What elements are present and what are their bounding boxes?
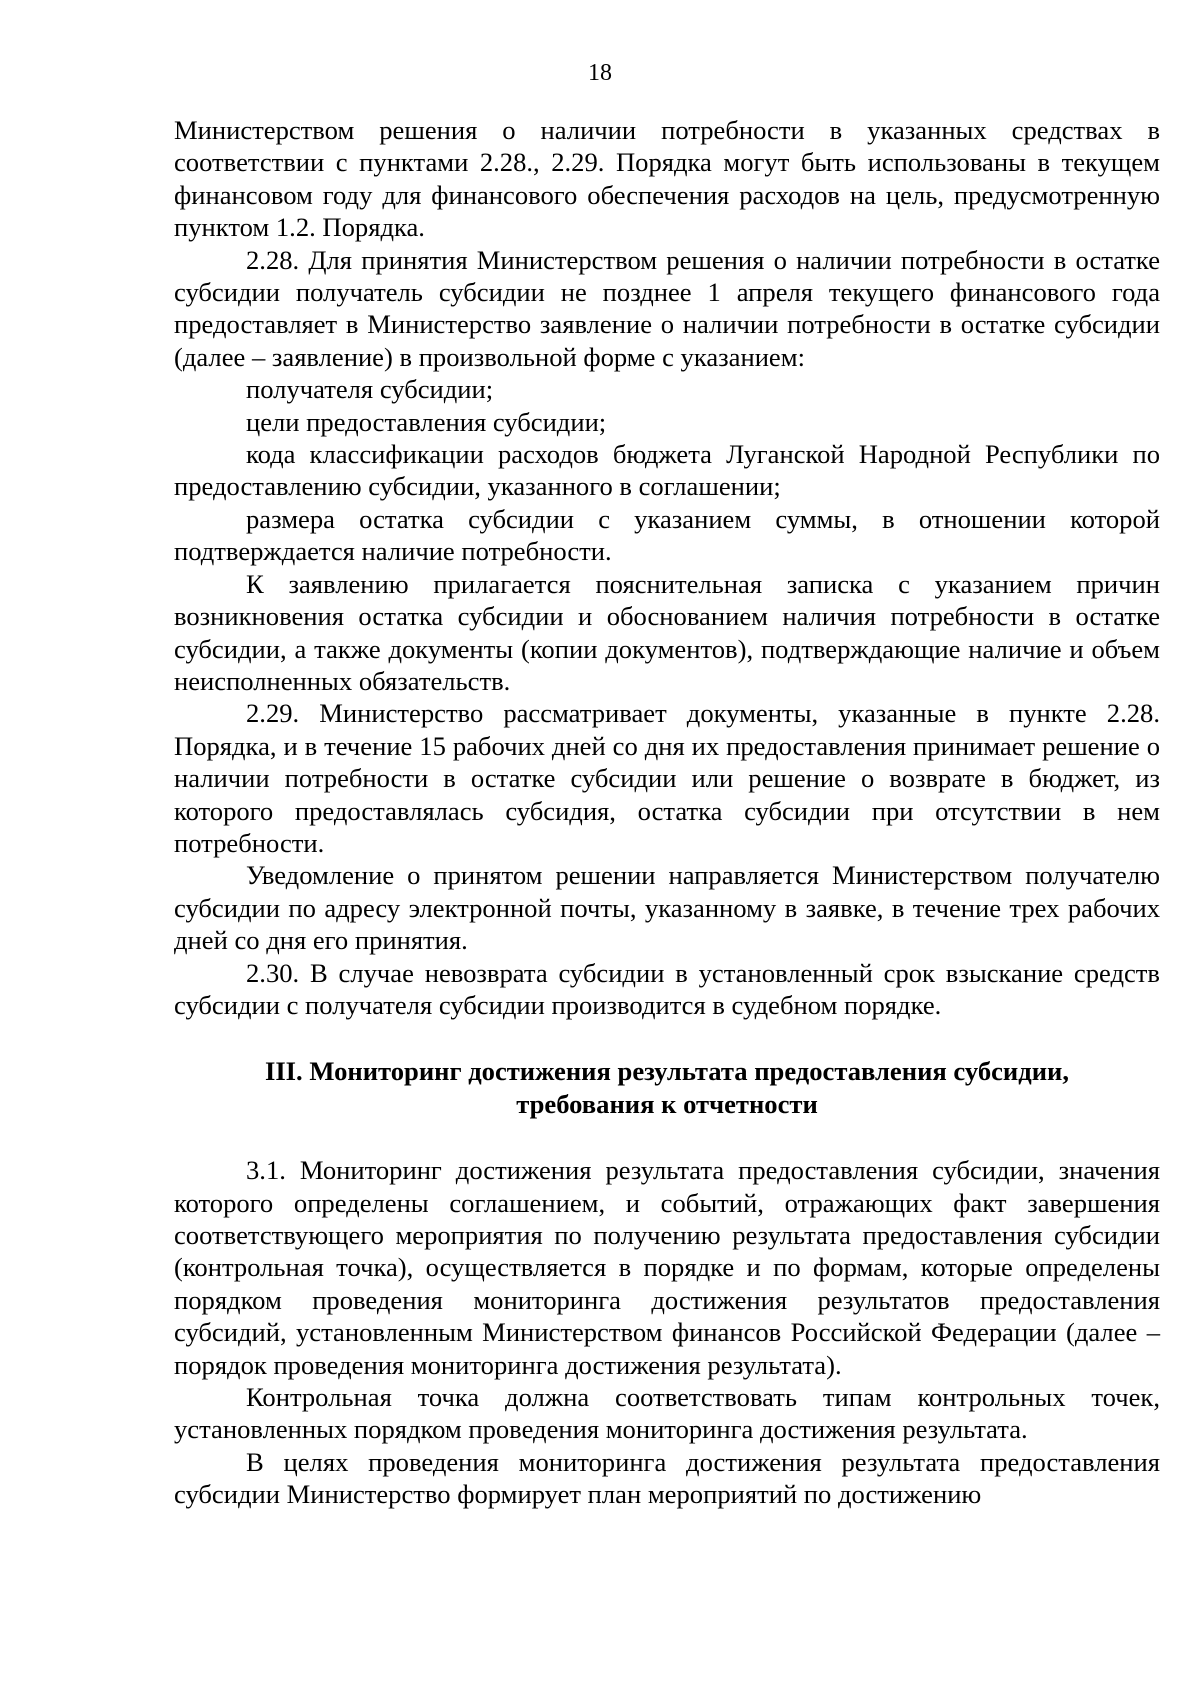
list-item-remainder-size: размера остатка субсидии с указанием суммы, в отношении которой подтверждается наличие потребности.	[174, 503, 1160, 567]
section-heading: III. Мониторинг достижения результата предоставления субсидии, требования к отчетности	[264, 1056, 1069, 1119]
paragraph-3-1: 3.1. Мониторинг достижения результата предоставления субсидии, значения которого определены соглашением, и событий, отражающих факт завершения соответствующего мероприятия по получению результата предоставления субсидии (контрольная точка), осуществляется в порядке и по формам, которые определены порядком проведения мониторинга достижения результатов предоставления субсидий, установленным Министерством финансов Российской Федерации (далее – порядок проведения мониторинга достижения результата).	[174, 1155, 1160, 1380]
paragraph-notification: Уведомление о принятом решении направляется Министерством получателю субсидии по адресу электронной почты, указанному в заявке, в течение трех рабочих дней со дня его принятия.	[174, 860, 1160, 956]
paragraph-2-28: 2.28. Для принятия Министерством решения о наличии потребности в остатке субсидии получатель субсидии не позднее 1 апреля текущего финансового года предоставляет в Министерство заявление о наличии потребности в остатке субсидии (далее – заявление) в произвольной форме с указанием:	[174, 244, 1160, 372]
list-item-purpose: цели предоставления субсидии;	[246, 406, 607, 437]
paragraph-attachment: К заявлению прилагается пояснительная записка с указанием причин возникновения остатка субсидии и обоснованием наличия потребности в остатке субсидии, а также документы (копии документов), подтверждающие наличие и объем неисполненных обязательств.	[174, 568, 1160, 696]
paragraph: Министерством решения о наличии потребности в указанных средствах в соответствии с пунктами 2.28., 2.29. Порядка могут быть использованы в текущем финансовом году для финансового обеспечения расходов на цель, предусмотренную пунктом 1.2. Порядка.	[174, 115, 1160, 243]
paragraph-monitoring-plan: В целях проведения мониторинга достижения результата предоставления субсидии Министерство формирует план мероприятий по достижению	[174, 1446, 1160, 1510]
paragraph-control-point: Контрольная точка должна соответствовать типам контрольных точек, установленных порядком проведения мониторинга достижения результата.	[174, 1382, 1160, 1445]
paragraph-2-30: 2.30. В случае невозврата субсидии в установленный срок взыскание средств субсидии с получателя субсидии производится в судебном порядке.	[174, 957, 1160, 1020]
list-item-recipient: получателя субсидии;	[246, 374, 494, 405]
list-item-budget-code: кода классификации расходов бюджета Луганской Народной Республики по предоставлению субсидии, указанного в соглашении;	[174, 439, 1160, 502]
page-number: 18	[588, 60, 612, 86]
document-body	[174, 114, 1160, 1511]
paragraph-2-29: 2.29. Министерство рассматривает документы, указанные в пункте 2.28. Порядка, и в течение 15 рабочих дней со дня их предоставления принимает решение о наличии потребности в остатке субсидии или решение о возврате в бюджет, из которого предоставлялась субсидия, остатка субсидии при отсутствии в нем потребности.	[174, 698, 1160, 858]
